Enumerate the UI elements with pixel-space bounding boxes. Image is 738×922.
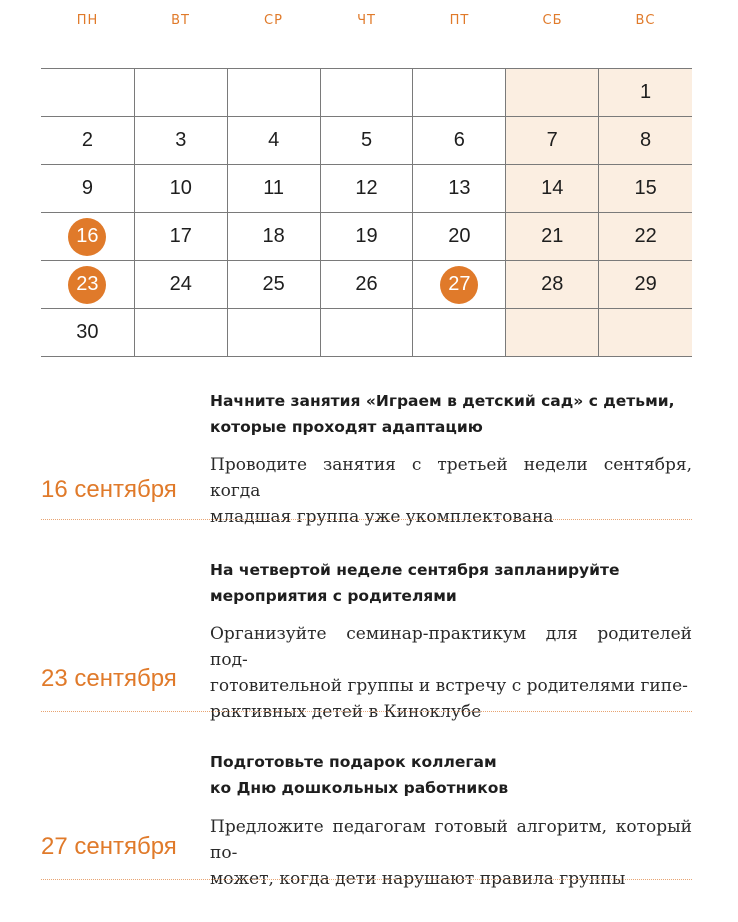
day-number: 2 (81, 129, 93, 151)
day-number: 12 (355, 177, 378, 199)
day-number: 5 (360, 129, 373, 151)
event-title-line: Подготовьте подарок коллегам (210, 753, 497, 771)
calendar-day-cell (599, 261, 692, 308)
day-name-tue: ВТ (171, 12, 190, 28)
calendar-day-cell (599, 165, 692, 212)
calendar-day-cell (413, 69, 506, 116)
event-description (210, 814, 692, 892)
calendar-day-cell (228, 309, 321, 356)
calendar-week (41, 117, 692, 165)
calendar-day-cell (228, 213, 321, 260)
calendar-day-cell (599, 309, 692, 356)
day-number: 14 (541, 177, 564, 199)
event-title (210, 749, 692, 801)
event-date: 27 сентября (41, 833, 177, 860)
day-number: 13 (448, 177, 471, 199)
calendar-day-cell (41, 213, 135, 260)
event-desc-line: может, когда дети нарушают правила группы (210, 869, 626, 889)
calendar-header (41, 0, 692, 68)
day-number: 3 (175, 129, 187, 151)
calendar-day-cell (506, 69, 599, 116)
calendar-week (41, 213, 692, 261)
event-title-line: которые проходят адаптацию (210, 418, 483, 436)
calendar-day-cell (135, 309, 228, 356)
event-desc-line: Проводите занятия с третьей недели сентября, когда (210, 455, 692, 501)
event-desc-line: готовительной группы и встречу с родителями гипе- (210, 676, 688, 696)
day-number: 24 (169, 273, 192, 295)
calendar-day-cell (321, 309, 414, 356)
event-desc-line: младшая группа уже укомплектована (210, 507, 554, 527)
event-title (210, 388, 692, 440)
calendar-day-cell (506, 117, 599, 164)
calendar-day-cell (228, 261, 321, 308)
day-number: 7 (546, 129, 558, 151)
day-name-thu: ЧТ (357, 12, 376, 28)
calendar-day-cell (321, 165, 414, 212)
calendar-grid (41, 68, 692, 357)
calendar-day-cell (228, 117, 321, 164)
calendar-day-cell (228, 165, 321, 212)
calendar-day-cell (135, 213, 228, 260)
event-title (210, 557, 692, 609)
calendar-day-cell (135, 165, 228, 212)
calendar-day-cell (228, 69, 321, 116)
day-name-sat: СБ (542, 12, 563, 28)
day-number: 1 (640, 81, 652, 103)
event-date: 16 сентября (41, 476, 177, 503)
calendar-day-cell (41, 261, 135, 308)
dotted-divider (41, 879, 692, 880)
calendar-day-cell (506, 261, 599, 308)
calendar (41, 0, 692, 357)
calendar-day-cell (506, 213, 599, 260)
day-number: 18 (262, 225, 285, 247)
day-number: 4 (268, 129, 280, 151)
dotted-divider (41, 519, 692, 520)
calendar-day-cell (413, 213, 506, 260)
event-title-line: На четвертой неделе сентября запланируйте (210, 561, 620, 579)
calendar-day-cell (321, 261, 414, 308)
calendar-week (41, 261, 692, 309)
event-description (210, 621, 692, 725)
calendar-day-cell (321, 69, 414, 116)
day-number: 6 (453, 129, 465, 151)
highlighted-day-number: 27 (440, 266, 478, 304)
highlighted-day-number: 23 (68, 266, 106, 304)
calendar-day-cell (41, 117, 135, 164)
event-title-line: мероприятия с родителями (210, 587, 457, 605)
day-number: 9 (81, 177, 93, 199)
calendar-day-cell (413, 261, 506, 308)
calendar-week (41, 309, 692, 357)
day-name-wed: СР (264, 12, 283, 28)
calendar-day-cell (599, 213, 692, 260)
event-title-line: Начните занятия «Играем в детский сад» с детьми, (210, 392, 675, 410)
event-title-line: ко Дню дошкольных работников (210, 779, 509, 797)
day-number: 26 (355, 273, 378, 295)
calendar-day-cell (413, 165, 506, 212)
day-number: 11 (263, 177, 285, 199)
calendar-day-cell (413, 117, 506, 164)
day-number: 21 (541, 225, 564, 247)
calendar-day-cell (135, 69, 228, 116)
calendar-day-cell (506, 165, 599, 212)
event-desc-line: рактивных детей в Киноклубе (210, 702, 482, 722)
dotted-divider (41, 711, 692, 712)
calendar-day-cell (599, 69, 692, 116)
calendar-day-cell (413, 309, 506, 356)
calendar-day-cell (41, 309, 135, 356)
calendar-day-cell (321, 117, 414, 164)
day-name-mon: ПН (76, 12, 99, 28)
day-name-sun: ВС (635, 12, 656, 28)
day-number: 19 (355, 225, 378, 247)
day-number: 10 (169, 177, 192, 199)
calendar-week (41, 69, 692, 117)
highlighted-day-number: 16 (68, 218, 106, 256)
day-number: 30 (76, 321, 99, 343)
event-desc-line: Организуйте семинар-практикум для родителей под- (210, 624, 692, 670)
calendar-day-cell (41, 165, 135, 212)
calendar-day-cell (135, 117, 228, 164)
day-number: 8 (640, 129, 652, 151)
day-number: 25 (262, 273, 285, 295)
day-name-fri: ПТ (449, 12, 470, 28)
calendar-day-cell (321, 213, 414, 260)
day-number: 29 (634, 273, 657, 295)
day-number: 28 (541, 273, 564, 295)
calendar-day-cell (135, 261, 228, 308)
calendar-day-cell (41, 69, 135, 116)
day-number: 17 (169, 225, 192, 247)
event-desc-line: Предложите педагогам готовый алгоритм, который по- (210, 817, 692, 863)
calendar-day-cell (506, 309, 599, 356)
calendar-day-cell (599, 117, 692, 164)
event-date: 23 сентября (41, 665, 177, 692)
day-number: 20 (448, 225, 471, 247)
day-number: 22 (634, 225, 657, 247)
day-number: 15 (634, 177, 657, 199)
calendar-week (41, 165, 692, 213)
